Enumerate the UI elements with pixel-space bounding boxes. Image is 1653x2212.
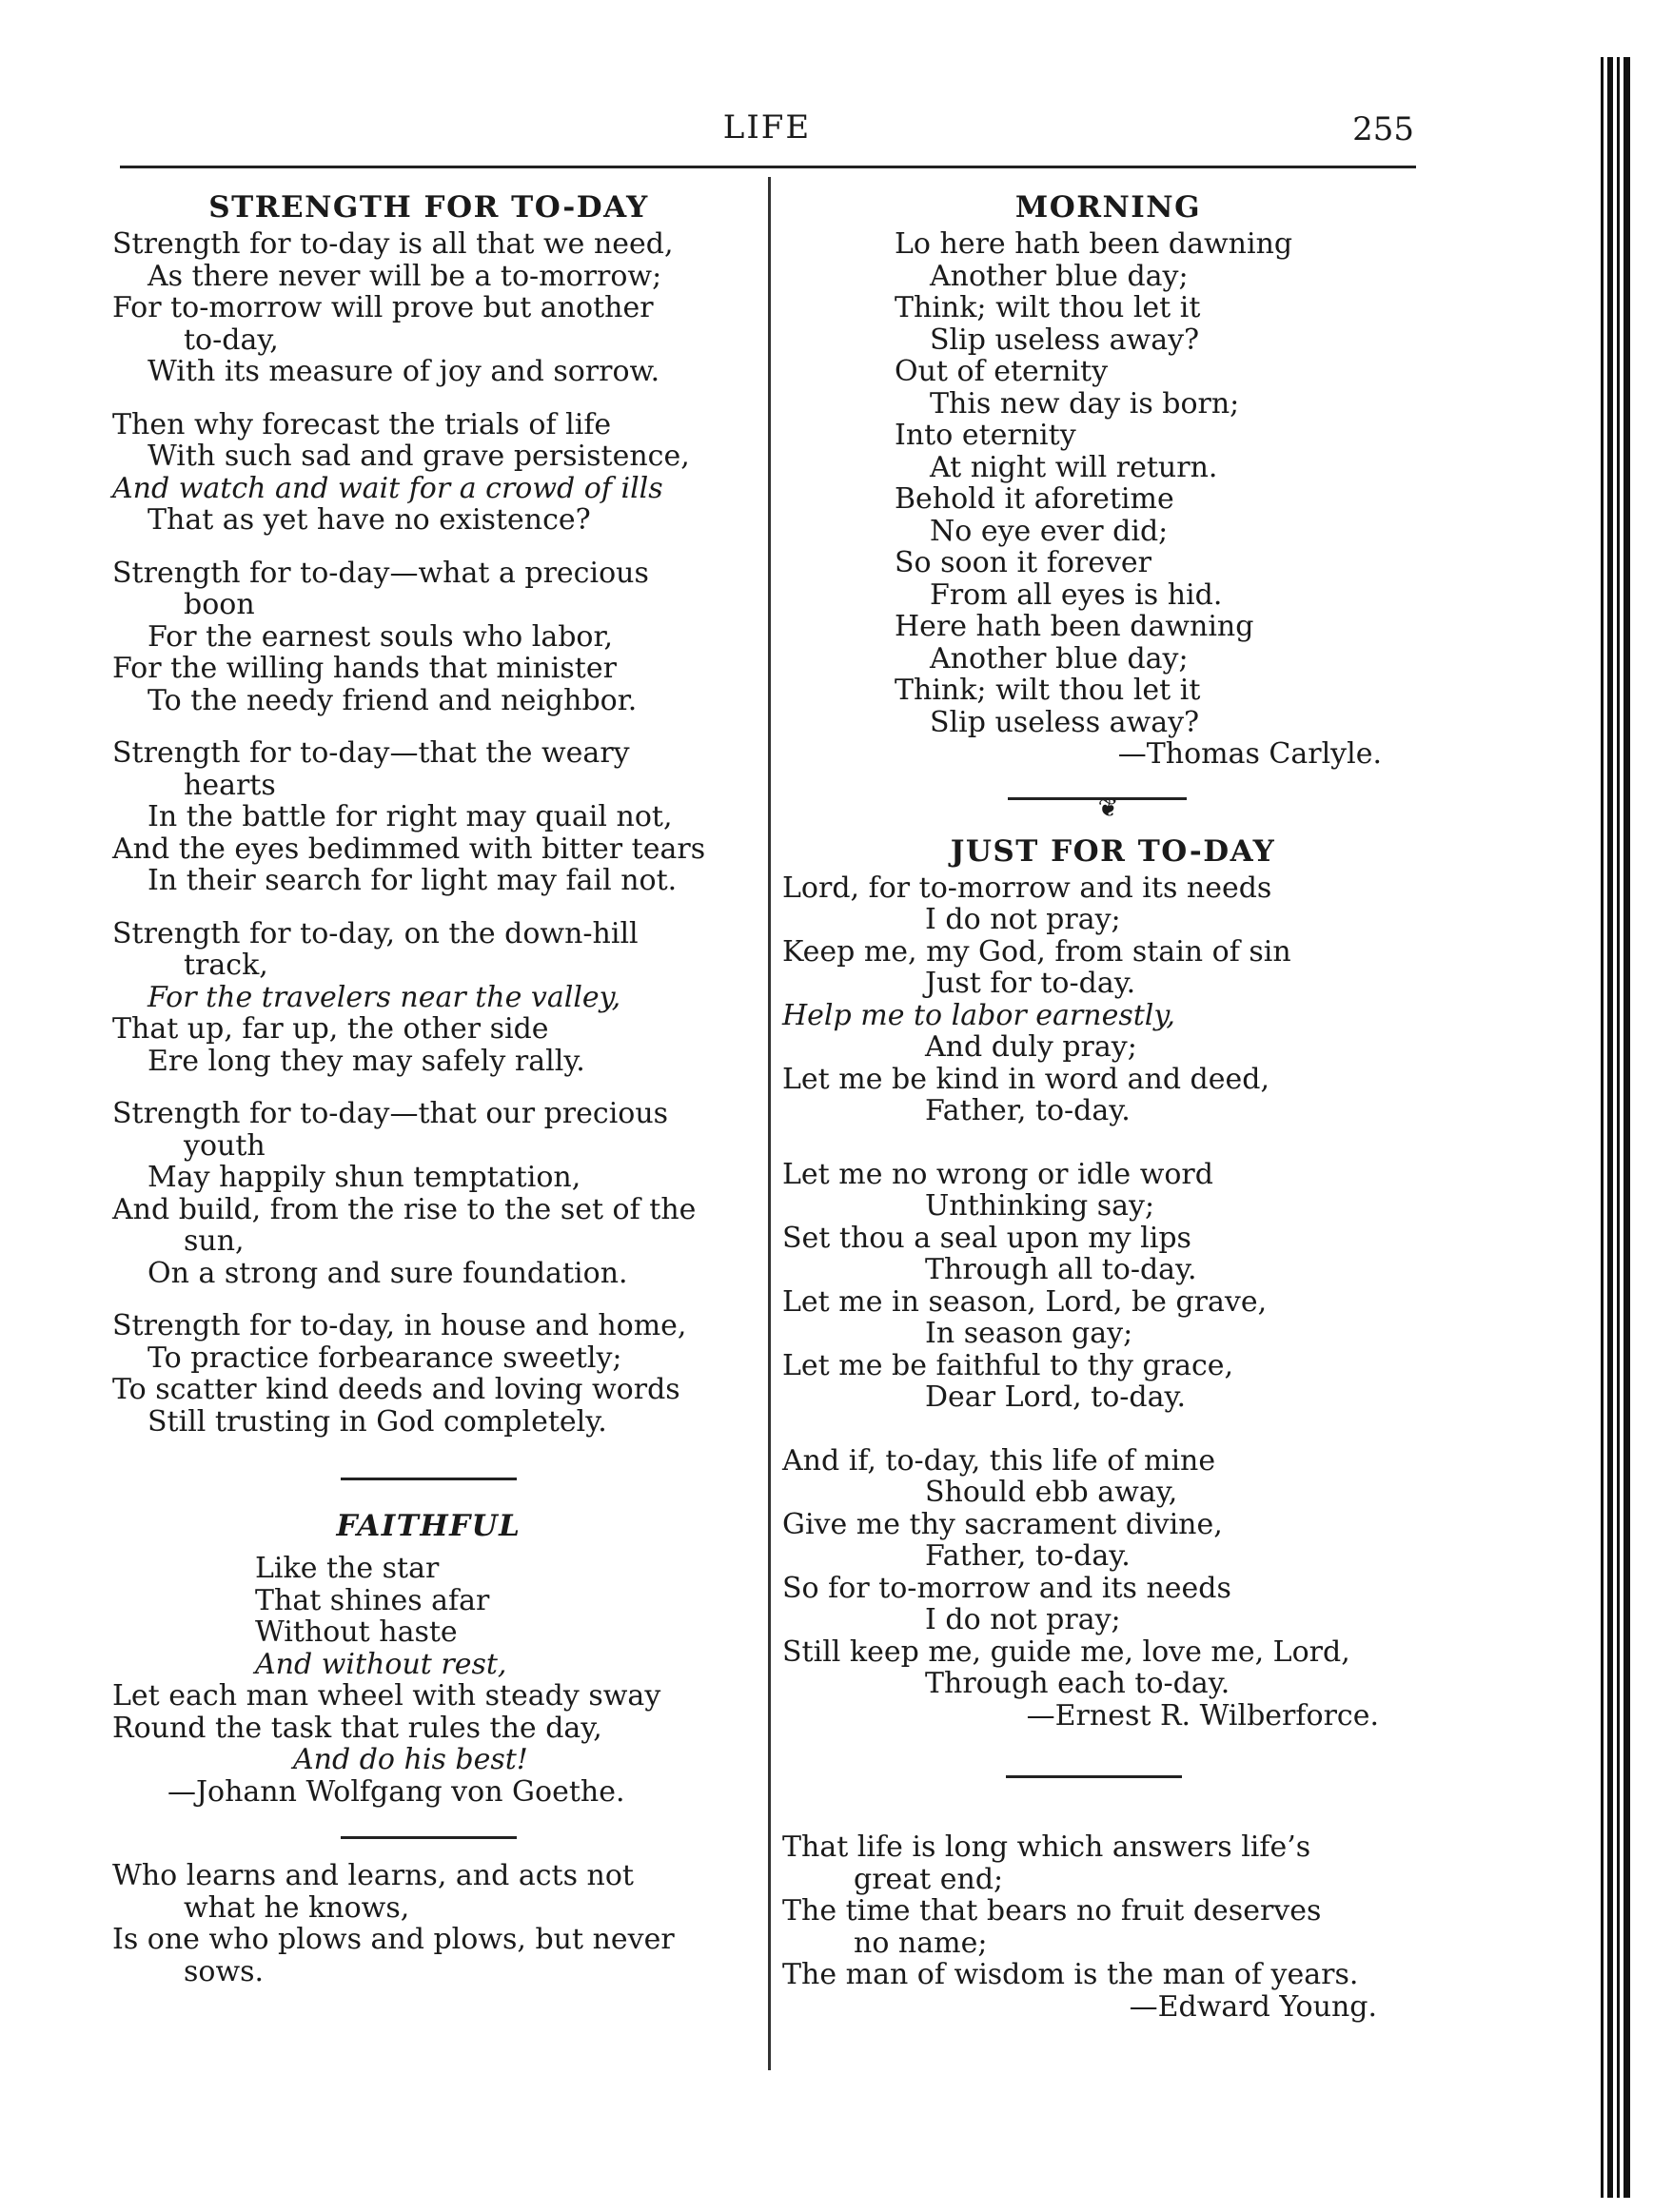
poem-line: Round the task that rules the day, <box>112 1711 602 1745</box>
poem-line: In their search for light may fail not. <box>148 864 678 897</box>
poem-line: Help me to labor earnestly, <box>782 998 1175 1032</box>
poem-line: In the battle for right may quail not, <box>148 800 673 833</box>
poem-line: As there never will be a to-morrow; <box>148 259 662 293</box>
poem-line: And build, from the rise to the set of the <box>112 1192 697 1226</box>
poem-line: No eye ever did; <box>930 514 1169 548</box>
poem-line: That up, far up, the other side <box>112 1012 549 1046</box>
poem-line: This new day is born; <box>930 386 1240 421</box>
poem-line: Slip useless away? <box>930 705 1200 739</box>
poem-line: no name; <box>854 1926 988 1960</box>
poem-line: For the earnest souls who labor, <box>148 619 614 654</box>
poem-line: And if, to-day, this life of mine <box>782 1443 1216 1478</box>
poem-line: So for to-morrow and its needs <box>782 1571 1231 1605</box>
poem-line: Dear Lord, to-day. <box>925 1380 1187 1414</box>
poem-line: Think; wilt thou let it <box>895 674 1201 707</box>
poem-title-just-for-today: JUST FOR TO-DAY <box>950 833 1276 869</box>
poem-line: So soon it forever <box>895 546 1152 579</box>
poem-line: From all eyes is hid. <box>930 577 1223 612</box>
poem-title-faithful: FAITHFUL <box>336 1509 521 1543</box>
poem-line: Ere long they may safely rally. <box>148 1044 585 1078</box>
poem-line: Into eternity <box>895 419 1076 452</box>
poem-line: Strength for to-day is all that we need, <box>112 227 674 261</box>
stanza <box>782 872 1415 1127</box>
poem-line: Slip useless away? <box>930 323 1200 357</box>
stanza <box>112 409 745 537</box>
poem-line: Set thou a seal upon my lips <box>782 1221 1191 1255</box>
poem-line: I do not pray; <box>925 903 1121 936</box>
poem-line: Lo here hath been dawning <box>895 227 1293 261</box>
poem-line: At night will return. <box>930 450 1218 484</box>
poem-line: sows. <box>184 1954 265 1988</box>
poem-line: Let me be kind in word and deed, <box>782 1062 1270 1096</box>
stanza <box>782 1831 1415 2023</box>
column-divider <box>768 177 771 2070</box>
poem-line: And the eyes bedimmed with bitter tears <box>112 832 706 866</box>
poem-line: To practice forbearance sweetly; <box>148 1341 622 1375</box>
poem-line: The man of wisdom is the man of years. <box>782 1958 1359 1991</box>
poem-attribution: —Edward Young. <box>1129 1989 1377 2024</box>
stanza <box>112 1860 745 1987</box>
poem-line: Then why forecast the trials of life <box>112 407 612 441</box>
stanza <box>112 1310 745 1438</box>
poem-line: That as yet have no existence? <box>148 503 591 537</box>
left-column <box>112 186 745 1987</box>
running-title: LIFE <box>722 108 812 147</box>
poem-line: youth <box>184 1128 266 1163</box>
poem-line: In season gay; <box>925 1317 1133 1350</box>
poem-line: Without haste <box>255 1615 458 1649</box>
poem-line: On a strong and sure foundation. <box>148 1256 628 1290</box>
poem-line: For the willing hands that minister <box>112 652 617 685</box>
poem-line: Let me no wrong or idle word <box>782 1157 1213 1191</box>
poem-line: Unthinking say; <box>925 1189 1155 1223</box>
poem-line: boon <box>184 588 255 621</box>
fleuron-ornament: ❦ <box>1097 793 1119 823</box>
poem-line: And duly pray; <box>925 1030 1137 1064</box>
stanza <box>112 558 745 717</box>
poem-line: Should ebb away, <box>925 1476 1178 1509</box>
poem-line: Through each to-day. <box>925 1667 1230 1700</box>
poem-line: For the travelers near the valley, <box>148 980 621 1014</box>
poem-line: Give me thy sacrament divine, <box>782 1507 1223 1541</box>
poem-title-morning: MORNING <box>1014 190 1202 225</box>
poem-title-strength-for-today: STRENGTH FOR TO-DAY <box>208 190 649 225</box>
poem-line: great end; <box>854 1862 1004 1896</box>
poem-line: May happily shun temptation, <box>148 1161 581 1194</box>
poem-line: Let me be faithful to thy grace, <box>782 1348 1234 1382</box>
poem-line: track, <box>184 949 268 982</box>
running-head <box>120 105 1414 152</box>
right-column <box>782 186 1415 2023</box>
poem-line: Who learns and learns, and acts not <box>112 1859 634 1892</box>
stanza <box>782 1445 1415 1732</box>
stanza <box>112 737 745 897</box>
poem-line: And do his best! <box>293 1743 528 1776</box>
poem-line: Here hath been dawning <box>895 610 1254 643</box>
stanza <box>112 918 745 1078</box>
poem-line: That life is long which answers life’s <box>782 1830 1311 1864</box>
poem-line: Another blue day; <box>930 259 1189 293</box>
poem-line: The time that bears no fruit deserves <box>782 1894 1322 1928</box>
poem-line: Father, to-day. <box>925 1094 1131 1127</box>
poem-line: That shines afar <box>255 1583 490 1617</box>
poem-line: For to-morrow will prove but another <box>112 291 654 324</box>
poem-line: To scatter kind deeds and loving words <box>112 1373 680 1406</box>
poem-line: to-day, <box>184 323 279 357</box>
poem-line: Behold it aforetime <box>895 482 1174 516</box>
poem-line: Let me in season, Lord, be grave, <box>782 1284 1268 1319</box>
poem-line: Still trusting in God completely. <box>148 1404 607 1439</box>
poem-line: Strength for to-day—that the weary <box>112 736 630 770</box>
page-edge-binding <box>1599 57 1637 2198</box>
header-rule <box>120 166 1416 168</box>
poem-attribution: —Johann Wolfgang von Goethe. <box>167 1774 625 1809</box>
poem-line: Just for to-day. <box>925 967 1136 1000</box>
poem-line: Strength for to-day—what a precious <box>112 556 649 590</box>
poem-line: hearts <box>184 768 276 802</box>
poem-line: what he knows, <box>184 1890 410 1925</box>
page-number: 255 <box>1352 110 1414 148</box>
poem-line: Out of eternity <box>895 355 1109 388</box>
poem-line: And without rest, <box>255 1647 507 1681</box>
poem-attribution: —Ernest R. Wilberforce. <box>1026 1698 1379 1732</box>
stanza <box>112 228 745 388</box>
poem-line: Father, to-day. <box>925 1539 1131 1573</box>
stanza <box>112 1553 745 1808</box>
poem-line: And watch and wait for a crowd of ills <box>112 471 663 505</box>
poem-line: Strength for to-day—that our precious <box>112 1097 669 1130</box>
poem-line: Through all to-day. <box>925 1253 1197 1286</box>
poem-line: Think; wilt thou let it <box>895 291 1201 324</box>
poem-line: Still keep me, guide me, love me, Lord, <box>782 1635 1350 1669</box>
poem-line: Another blue day; <box>930 641 1189 675</box>
poem-line: To the needy friend and neighbor. <box>148 683 638 717</box>
poem-line: Strength for to-day, on the down-hill <box>112 916 639 950</box>
poem-line: I do not pray; <box>925 1603 1121 1636</box>
stanza <box>112 1098 745 1289</box>
poem-line: Is one who plows and plows, but never <box>112 1923 675 1956</box>
stanza <box>782 228 1415 771</box>
poem-line: Keep me, my God, from stain of sin <box>782 934 1291 969</box>
poem-line: With its measure of joy and sorrow. <box>148 355 660 388</box>
poem-line: sun, <box>184 1224 245 1258</box>
poem-line: Like the star <box>255 1552 440 1585</box>
poem-attribution: —Thomas Carlyle. <box>1117 737 1382 771</box>
stanza <box>782 1159 1415 1414</box>
poem-line: Let each man wheel with steady sway <box>112 1679 661 1713</box>
poem-line: Lord, for to-morrow and its needs <box>782 871 1272 905</box>
poem-line: Strength for to-day, in house and home, <box>112 1309 687 1342</box>
poem-line: With such sad and grave persistence, <box>148 440 690 473</box>
